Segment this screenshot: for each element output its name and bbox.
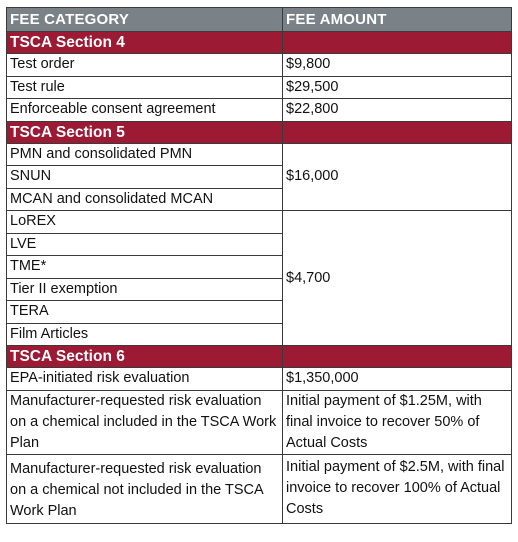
section-title-filler — [283, 346, 512, 368]
header-fee-category: FEE CATEGORY — [7, 8, 283, 32]
fee-category-cell: TME* — [7, 256, 283, 279]
fee-amount-cell: Initial payment of $2.5M, with final invoice to recover 100% of Actual Costs — [283, 454, 512, 523]
fee-category-cell: Enforceable consent agreement — [7, 99, 283, 122]
fee-category-cell: Test order — [7, 54, 283, 77]
table-header-row — [7, 8, 512, 32]
fee-category-cell: TERA — [7, 301, 283, 324]
section-title-filler — [283, 121, 512, 143]
header-fee-amount: FEE AMOUNT — [283, 8, 512, 32]
fee-amount-cell: $9,800 — [283, 54, 512, 77]
fee-category-cell: LVE — [7, 233, 283, 256]
section-title: TSCA Section 5 — [7, 121, 283, 143]
fee-table — [6, 7, 512, 524]
fee-category-cell: PMN and consolidated PMN — [7, 143, 283, 166]
section-title: TSCA Section 4 — [7, 32, 283, 54]
fee-category-cell: MCAN and consolidated MCAN — [7, 188, 283, 211]
section-title-filler — [283, 32, 512, 54]
table-row — [7, 368, 512, 391]
fee-category-cell: Manufacturer-requested risk evaluation on a chemical included in the TSCA Work Plan — [7, 390, 283, 454]
table-row — [7, 76, 512, 99]
table-row — [7, 390, 512, 454]
table-row — [7, 99, 512, 122]
fee-amount-cell: Initial payment of $1.25M, with final invoice to recover 50% of Actual Costs — [283, 390, 512, 454]
fee-category-cell: Tier II exemption — [7, 278, 283, 301]
table-row — [7, 143, 512, 166]
table-row — [7, 454, 512, 523]
section-title: TSCA Section 6 — [7, 346, 283, 368]
table-row — [7, 54, 512, 77]
fee-amount-cell: $22,800 — [283, 99, 512, 122]
fee-category-cell: Film Articles — [7, 323, 283, 346]
section-header-row — [7, 121, 512, 143]
fee-category-cell: EPA-initiated risk evaluation — [7, 368, 283, 391]
section-header-row — [7, 32, 512, 54]
fee-category-cell: LoREX — [7, 211, 283, 234]
fee-amount-cell: $16,000 — [283, 143, 512, 211]
fee-amount-cell: $1,350,000 — [283, 368, 512, 391]
fee-category-cell: SNUN — [7, 166, 283, 189]
fee-category-cell: Manufacturer-requested risk evaluation on a chemical not included in the TSCA Work Plan — [7, 454, 283, 523]
fee-category-cell: Test rule — [7, 76, 283, 99]
fee-amount-cell: $4,700 — [283, 211, 512, 346]
table-row — [7, 211, 512, 234]
fee-amount-cell: $29,500 — [283, 76, 512, 99]
section-header-row — [7, 346, 512, 368]
